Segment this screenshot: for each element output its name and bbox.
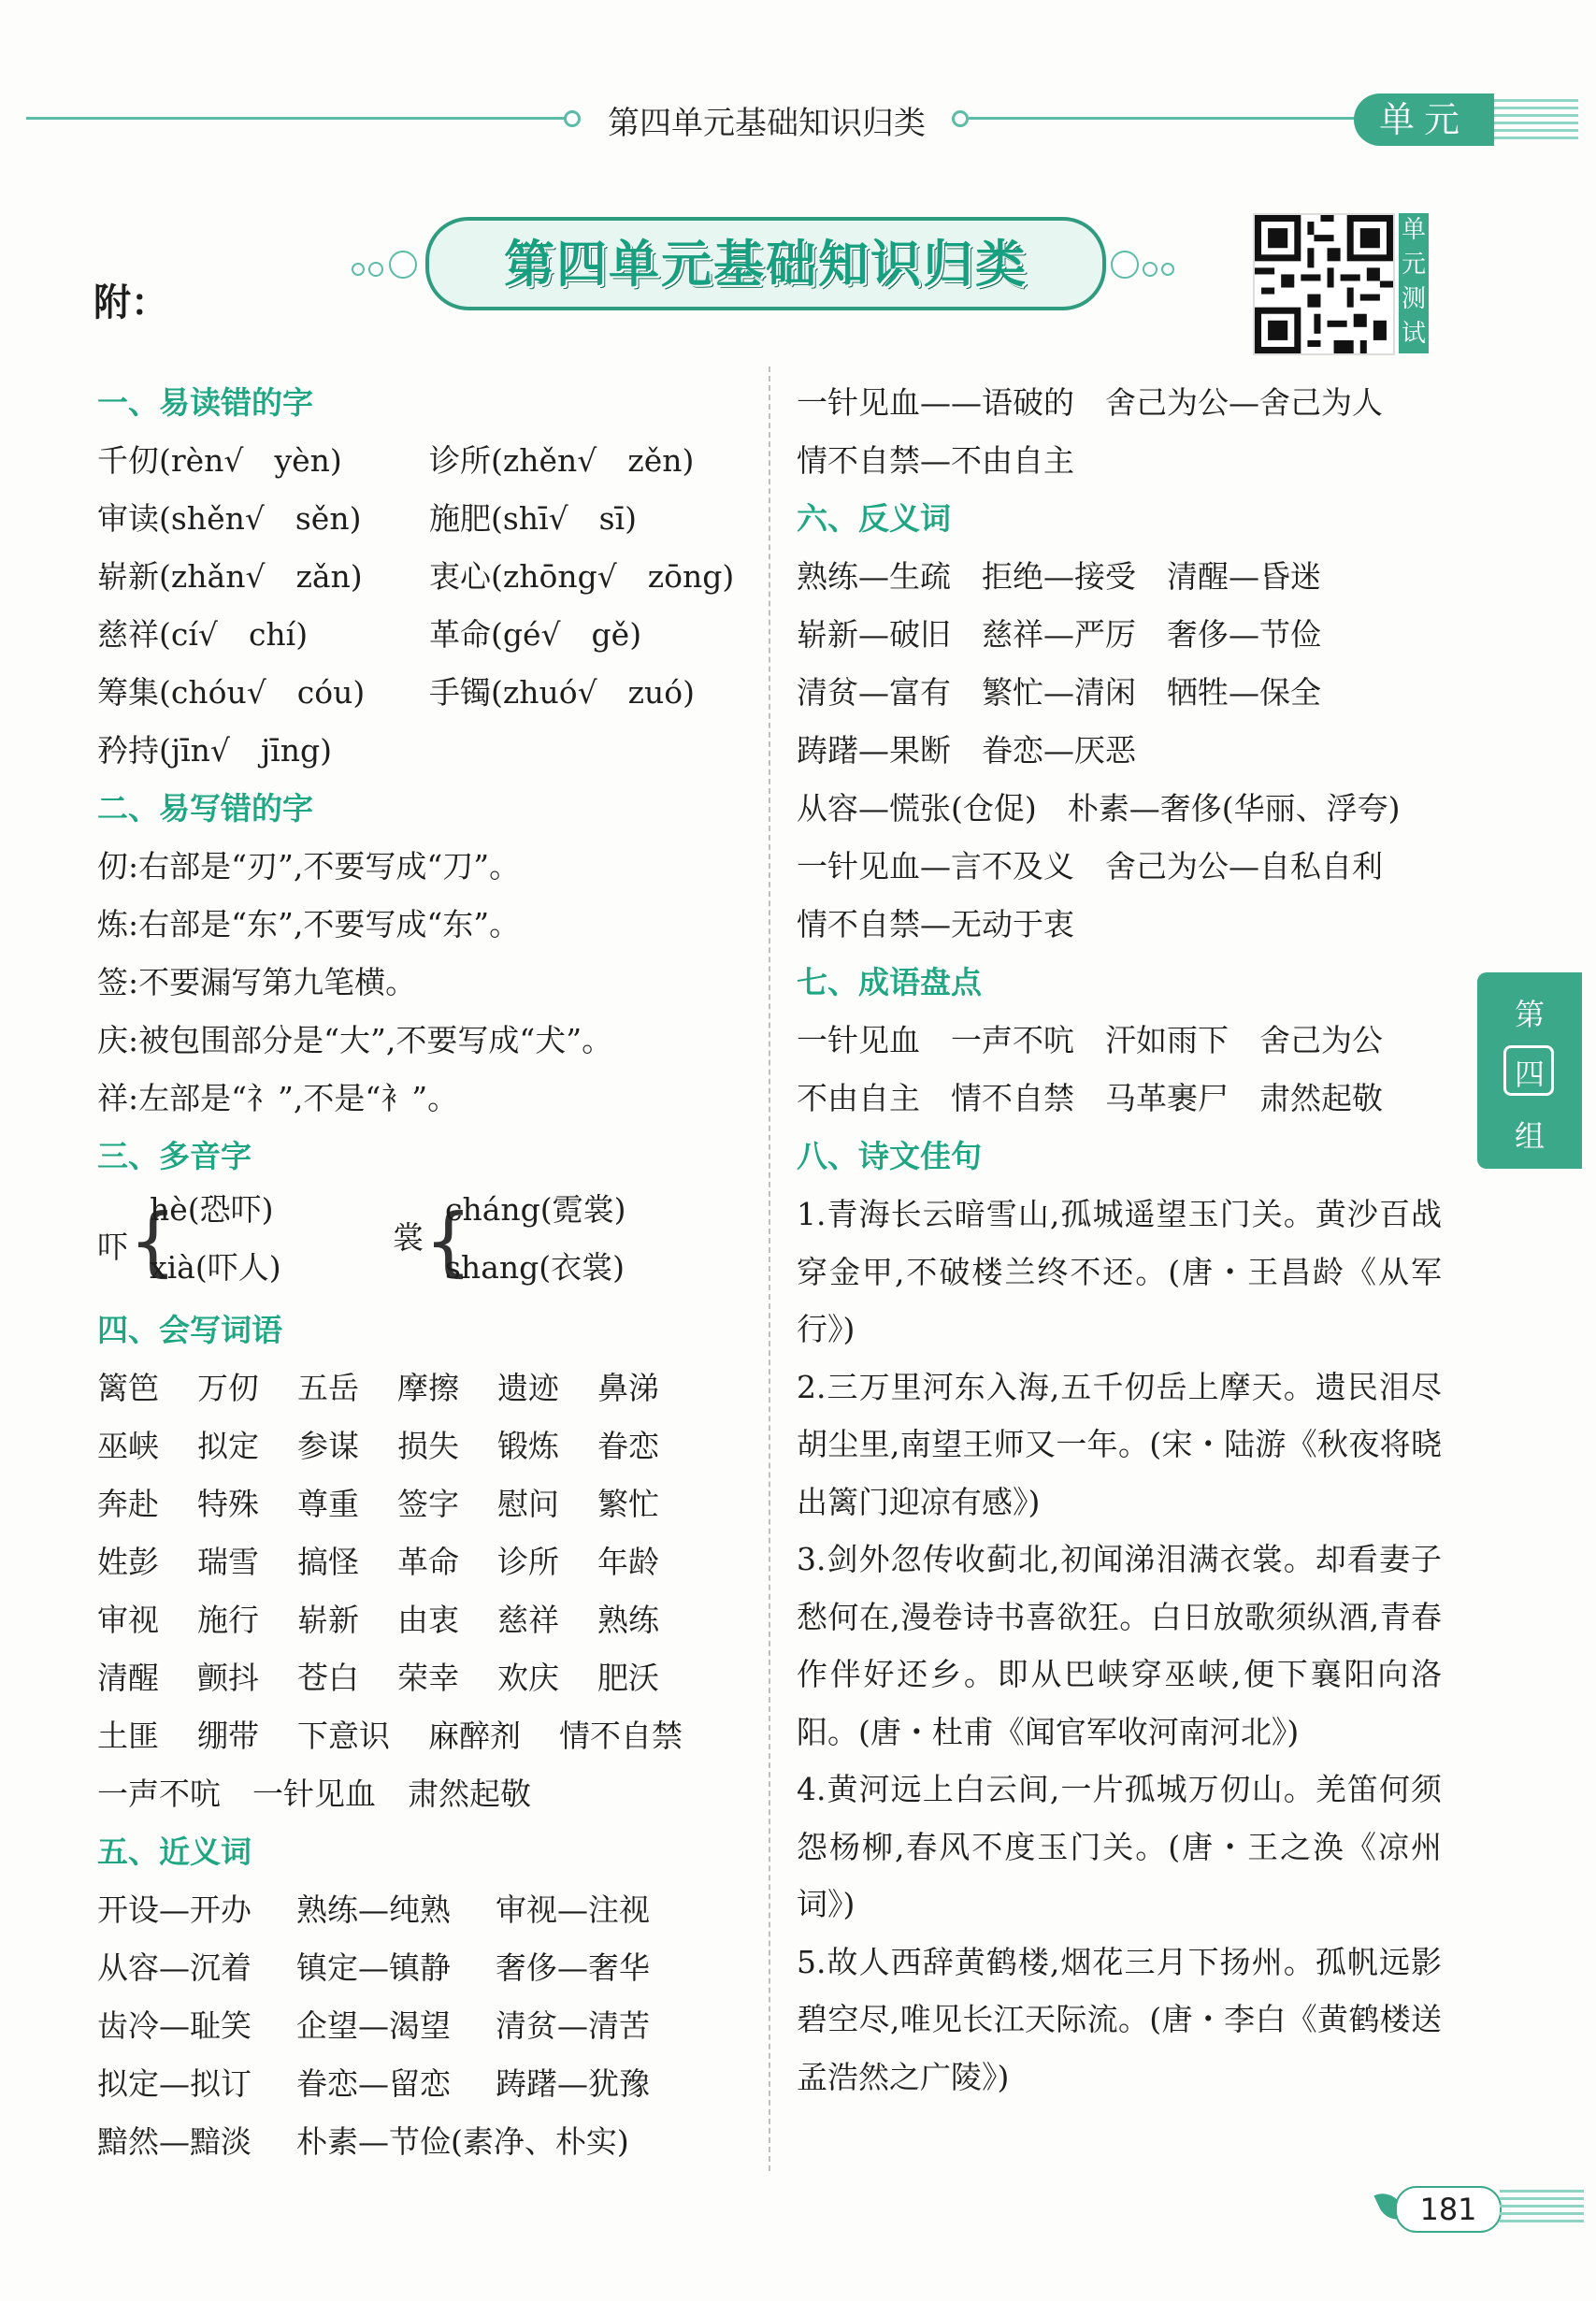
poem-entry: 4.黄河远上白云间,一片孤城万仞山。羌笛何须怨杨柳,春风不度玉门关。(唐・王之涣《凉州词》) (797, 1771, 1442, 1922)
qr-code[interactable] (1253, 213, 1395, 355)
vocab-word: 遗迹 (497, 1370, 559, 1406)
vocab-word: 苍白 (297, 1660, 359, 1696)
section-title: 六、反义词 (797, 500, 951, 537)
vocab-row-extra (97, 1707, 752, 1765)
polyphone-reading: shang(衣裳) (445, 1249, 625, 1286)
synonym-grid (97, 1881, 752, 2171)
vocab-word: 五岳 (297, 1370, 359, 1406)
vocab-word: 鼻涕 (597, 1370, 659, 1406)
vocab-word: 情不自禁 (559, 1718, 683, 1754)
vocab-word: 下意识 (297, 1718, 390, 1754)
pinyin-item: 矜持(jīn√ jīng) (97, 732, 332, 769)
vocab-word: 审视 (97, 1602, 159, 1638)
vocab-word: 瑞雪 (197, 1544, 259, 1580)
section-title: 八、诗文佳句 (797, 1138, 982, 1174)
footer-stripes (1500, 2190, 1584, 2227)
vocab-word: 施行 (197, 1602, 259, 1638)
brace: { (129, 1198, 177, 1285)
polyphone-char: 裳 (393, 1219, 424, 1256)
synonym-pair: 黯然—黯淡 (97, 2123, 252, 2160)
synonym-pair: 清贫—清苦 (496, 2007, 650, 2044)
column-divider (769, 367, 770, 2171)
antonym-line: 一针见血—言不及义 舍己为公—自私自利 (797, 848, 1383, 884)
section-title: 七、成语盘点 (797, 964, 982, 1000)
vocab-word: 欢庆 (497, 1660, 559, 1696)
pinyin-item: 革命(gé√ gě) (429, 616, 642, 653)
antonym-line: 踌躇—果断 眷恋—厌恶 (797, 732, 1136, 769)
vocab-word: 荣幸 (397, 1660, 459, 1696)
vocab-word: 奔赴 (97, 1486, 159, 1522)
pinyin-item: 手镯(zhuó√ zuó) (429, 674, 696, 711)
vocab-word: 损失 (397, 1428, 459, 1464)
appendix-label: 附： (93, 281, 168, 324)
pinyin-item: 审读(shěn√ sěn) (97, 500, 362, 537)
vocab-word: 慈祥 (497, 1602, 559, 1638)
section-title: 三、多音字 (97, 1138, 252, 1174)
vocab-word: 熟练 (597, 1602, 659, 1638)
polyphone-reading: xià(吓人) (150, 1249, 281, 1286)
vocab-word: 篱笆 (97, 1370, 159, 1406)
qr-side-label (1399, 213, 1429, 353)
writing-note: 祥:左部是“礻”,不是“衤”。 (97, 1080, 459, 1116)
vocab-word: 签字 (397, 1486, 459, 1522)
vocab-word: 姓彭 (97, 1544, 159, 1580)
vocab-word: 年龄 (597, 1544, 659, 1580)
poem-entry: 2.三万里河东入海,五千仞岳上摩天。遗民泪尽胡尘里,南望王师又一年。(宋・陆游《秋夜将晓出篱门迎凉有感》) (797, 1368, 1442, 1520)
vocab-grid (97, 1359, 752, 1707)
header-line-right (969, 117, 1361, 120)
writing-note: 签:不要漏写第九笔横。 (97, 964, 417, 1000)
polyphone-char: 吓 (97, 1229, 128, 1265)
synonym-pair: 齿冷—耻笑 (97, 2007, 252, 2044)
vocab-word: 锻炼 (497, 1428, 559, 1464)
synonym-pair: 审视—注视 (496, 1891, 650, 1928)
polyphone-reading: cháng(霓裳) (445, 1191, 626, 1228)
antonym-line: 熟练—生疏 拒绝—接受 清醒—昏迷 (797, 558, 1321, 595)
synonym-pair: 朴素—节俭(素净、朴实) (296, 2123, 629, 2160)
side-tab-top: 第 (1514, 997, 1545, 1032)
synonym-pair: 熟练—纯熟 (296, 1891, 451, 1928)
antonym-line: 清贫—富有 繁忙—清闲 牺牲—保全 (797, 674, 1321, 711)
vocab-word: 搞怪 (297, 1544, 359, 1580)
writing-note: 庆:被包围部分是“大”,不要写成“犬”。 (97, 1022, 613, 1058)
pinyin-grid (97, 432, 752, 780)
vocab-word: 尊重 (297, 1486, 359, 1522)
vocab-word: 繁忙 (597, 1486, 659, 1522)
synonym-pair: 奢侈—奢华 (496, 1949, 650, 1986)
antonym-line: 从容—慌张(仓促) 朴素—奢侈(华丽、浮夸) (797, 790, 1401, 827)
running-header-title: 第四单元基础知识归类 (608, 105, 926, 142)
vocab-row-extra (97, 1765, 752, 1823)
left-column (97, 374, 752, 2171)
writing-note: 炼:右部是“东”,不要写成“东”。 (97, 906, 521, 942)
side-tab-bottom: 组 (1514, 1118, 1545, 1154)
banner-title: 第四单元基础知识归类 (504, 235, 1028, 294)
vocab-word: 崭新 (297, 1602, 359, 1638)
polyphone-block (97, 1186, 752, 1302)
page-number: 181 (1395, 2186, 1502, 2233)
synonym-pair: 踌躇—犹豫 (496, 2065, 650, 2102)
qr-side-char: 试 (1401, 320, 1426, 348)
pinyin-item: 千仞(rèn√ yèn) (97, 442, 342, 479)
poem-entry: 1.青海长云暗雪山,孤城遥望玉门关。黄沙百战穿金甲,不破楼兰终不还。(唐・王昌龄《从军行》) (797, 1196, 1442, 1347)
vocab-word: 清醒 (97, 1660, 159, 1696)
banner-bubble-left (389, 251, 417, 279)
vocab-word: 麻醉剂 (428, 1718, 521, 1754)
pinyin-item: 慈祥(cí√ chí) (97, 616, 309, 653)
vocab-word: 土匪 (97, 1718, 159, 1754)
header-dot-right (952, 110, 969, 127)
vocab-word: 参谋 (297, 1428, 359, 1464)
vocab-word: 绷带 (197, 1718, 259, 1754)
banner-dot-right-1 (1143, 262, 1157, 277)
writing-note: 仞:右部是“刃”,不要写成“刀”。 (97, 848, 521, 884)
vocab-word: 万仞 (197, 1370, 259, 1406)
section-title: 五、近义词 (97, 1834, 252, 1870)
vocab-word: 慰问 (497, 1486, 559, 1522)
vocab-word: 拟定 (197, 1428, 259, 1464)
idiom-line: 一针见血 一声不吭 汗如雨下 舍己为公 (797, 1022, 1383, 1058)
synonym-pair: 企望—渴望 (296, 2007, 451, 2044)
right-column (797, 374, 1442, 2106)
synonym-pair: 从容—沉着 (97, 1949, 252, 1986)
pinyin-item: 筹集(chóu√ cóu) (97, 674, 366, 711)
qr-side-char: 单 (1401, 216, 1426, 244)
side-tab[interactable] (1477, 972, 1582, 1169)
banner-dot-left-1 (352, 263, 365, 276)
vocab-word: 肥沃 (597, 1660, 659, 1696)
pinyin-item: 施肥(shī√ sī) (429, 500, 638, 537)
polyphone-reading: hè(恐吓) (150, 1191, 274, 1228)
header-stripes (1494, 99, 1578, 140)
vocab-word: 革命 (397, 1544, 459, 1580)
pinyin-item (429, 722, 752, 780)
vocab-word: 诊所 (497, 1544, 559, 1580)
pinyin-item: 衷心(zhōng√ zōng) (429, 558, 735, 595)
side-tab-middle: 四 (1514, 1057, 1545, 1092)
pinyin-item: 诊所(zhěn√ zěn) (429, 442, 695, 479)
banner-bubble-right (1111, 251, 1139, 279)
banner-dot-left-2 (368, 262, 383, 277)
section-title: 四、会写词语 (97, 1312, 282, 1348)
vocab-word: 巫峡 (97, 1428, 159, 1464)
vocab-word: 由衷 (397, 1602, 459, 1638)
banner-dot-right-2 (1161, 263, 1174, 276)
antonym-line: 情不自禁—无动于衷 (797, 906, 1074, 942)
poem-entry: 5.故人西辞黄鹤楼,烟花三月下扬州。孤帆远影碧空尽,唯见长江天际流。(唐・李白《黄鹤楼送孟浩然之广陵》) (797, 1943, 1442, 2095)
synonym-pair: 开设—开办 (97, 1891, 252, 1928)
synonym-line: 一针见血——语破的 舍己为公—舍己为人 (797, 384, 1383, 421)
vocab-word: 眷恋 (597, 1428, 659, 1464)
section-title: 二、易写错的字 (97, 790, 313, 827)
vocab-word: 肃然起敬 (408, 1776, 531, 1812)
vocab-word: 颤抖 (197, 1660, 259, 1696)
brace: { (424, 1198, 472, 1285)
qr-code-graphic (1255, 215, 1393, 353)
vocab-word: 特殊 (197, 1486, 259, 1522)
vocab-word: 一声不吭 (97, 1776, 221, 1812)
synonym-pair: 眷恋—留恋 (296, 2065, 451, 2102)
synonym-line: 情不自禁—不由自主 (797, 442, 1074, 479)
idiom-line: 不由自主 情不自禁 马革裹尸 肃然起敬 (797, 1080, 1383, 1116)
synonym-pair: 拟定—拟订 (97, 2065, 252, 2102)
vocab-word: 一针见血 (252, 1776, 376, 1812)
antonym-line: 崭新—破旧 慈祥—严厉 奢侈—节俭 (797, 616, 1321, 653)
vocab-word: 摩擦 (397, 1370, 459, 1406)
qr-side-char: 测 (1401, 285, 1426, 313)
section-title: 一、易读错的字 (97, 384, 313, 421)
poem-entry: 3.剑外忽传收蓟北,初闻涕泪满衣裳。却看妻子愁何在,漫卷诗书喜欲狂。白日放歌须纵酒,青春作伴好还乡。即从巴峡穿巫峡,便下襄阳向洛阳。(唐・杜甫《闻官军收河南河北》) (797, 1541, 1442, 1750)
unit-tab: 单元 (1354, 93, 1494, 146)
synonym-pair: 镇定—镇静 (296, 1949, 451, 1986)
qr-side-char: 元 (1401, 251, 1426, 279)
pinyin-item: 崭新(zhǎn√ zǎn) (97, 558, 363, 595)
